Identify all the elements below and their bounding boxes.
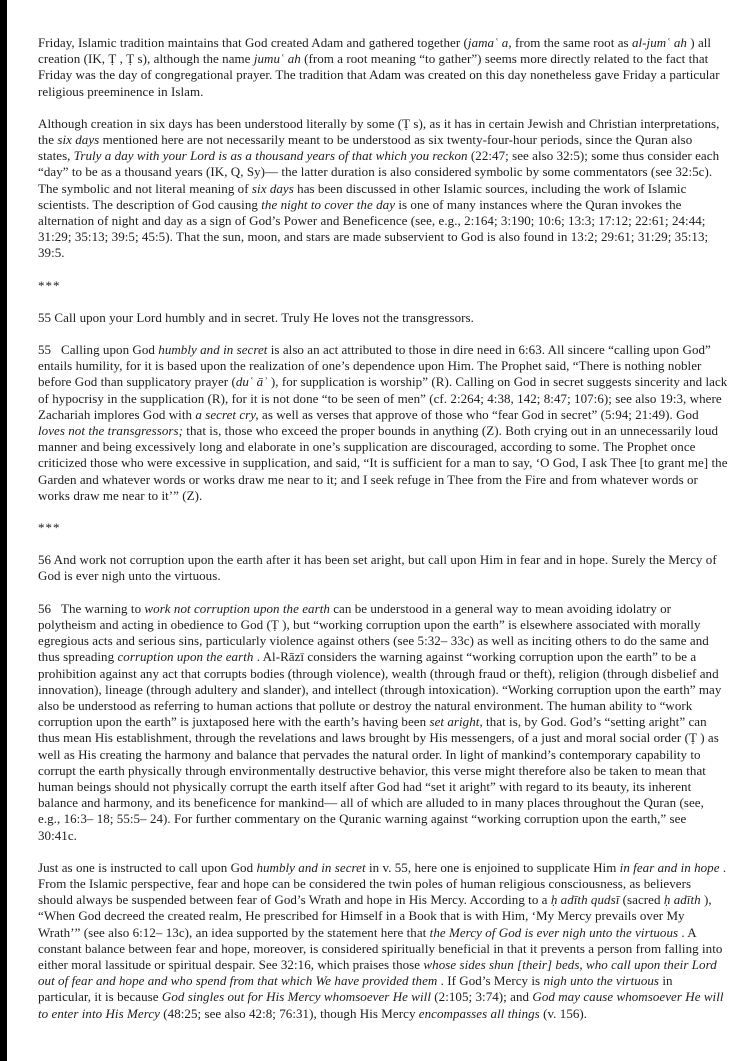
- commentary-paragraph: Although creation in six days has been understood literally by some (Ṭ s), as it has in certain Jewish and Christian interpretations, the six days mentioned here are not necessarily meant to be understood as six twenty-four-hour periods, since the Quran also states, Truly a day with your Lord is as a thousand years of that which you reckon (22:47; see also 32:5); some thus consider each “day” to be as a thousand years (IK, Q, Sy)— the latter duration is also considered symbolic by some commentators (see 32:5c). The symbolic and not literal meaning of six days has been discussed in other Islamic sources, including the work of Islamic scientists. The description of God causing the night to cover the day is one of many instances where the Quran invokes the alternation of night and day as a sign of God’s Power and Beneficence (see, e.g., 2:164; 3:190; 10:6; 13:3; 17:12; 22:61; 24:44; 31:29; 35:13; 39:5; 45:5). That the sun, moon, and stars are made subservient to God is also found in 13:2; 29:61; 31:29; 35:13; 39:5.: [38, 115, 720, 261]
- commentary-paragraph: Just as one is instructed to call upon God humbly and in secret in v. 55, here one is enjoined to supplicate Him in fear and in hope . From the Islamic perspective, fear and hope can be considered the twin poles of human religious consciousness, as believers should always be suspended between fear of God’s Wrath and hope in His Mercy. According to a ḥ adīth qudsī (sacred ḥ adīth ), “When God decreed the created realm, He prescribed for Himself in a Book that is with Him, ‘My Mercy prevails over My Wrath’” (see also 6:12– 13c), an idea supported by the statement here that the Mercy of God is ever nigh unto the virtuous . A constant balance between fear and hope, moreover, is considered spiritually beneficial in that it prevents a person from falling into either moral lassitude or spiritual despair. See 32:16, which praises those whose sides shun [their] beds, who call upon their Lord out of fear and hope and who spend from that which We have provided them . If God’s Mercy is nigh unto the virtuous in particular, it is because God singles out for His Mercy whomsoever He will (2:105; 3:74); and God may cause whomsoever He will to enter into His Mercy (48:25; see also 42:8; 76:31), though His Mercy encompasses all things (v. 156).: [38, 859, 727, 1021]
- commentary-paragraph: Friday, Islamic tradition maintains that God created Adam and gathered together (jamaʿ a, from the same root as al-jumʿ ah ) all creation (IK, Ṭ , Ṭ s), although the name jumuʿ ah (from a root meaning “to gather”) seems more directly related to the fact that Friday was the day of congregational prayer. The tradition that Adam was created on this day nonetheless gave Friday a particular religious preeminence in Islam.: [38, 35, 720, 99]
- commentary-paragraph: 56 The warning to work not corruption upon the earth can be understood in a general way to mean avoiding idolatry or polytheism and acting in obedience to God (Ṭ ), but “working corruption upon the earth” is elsewhere associated with morally egregious acts and serious sins, particularly violence against others (see 5:32– 33c) as well as inciting others to do the same and thus spreading corruption upon the earth . Al-Rāzī considers the warning against “working corruption upon the earth” to be a prohibition against any act that corrupts bodies (through violence), wealth (through fraud or theft), religion (through disbelief and innovation), lineage (through adultery and slander), and intellect (through intoxication). “Working corruption upon the earth” may also be understood as referring to human actions that pollute or destroy the natural environment. The human ability to “work corruption upon the earth” is juxtaposed here with the earth’s having been set aright, that is, by God. God’s “setting aright” can thus mean His establishment, through the revelations and laws brought by His messengers, of a just and moral social order (Ṭ ) as well as His creating the harmony and balance that pervades the natural order. In light of mankind’s contemporary capability to corrupt the earth physically through environmentally destructive behavior, this verse might therefore also be taken to mean that human beings should not physically corrupt the earth itself after God had “set it aright” with regard to its beauty, its inherent balance and harmony, and its beneficence for mankind— all of which are alluded to in many places throughout the Quran (see, e.g., 16:3– 18; 55:5– 24). For further commentary on the Quranic warning against “working corruption upon the earth,” see 30:41c.: [38, 600, 722, 843]
- page-edge-bar: [0, 0, 7, 1061]
- section-separator: ***: [38, 277, 61, 293]
- section-separator: ***: [38, 520, 61, 536]
- text-column: [38, 35, 728, 1038]
- verse-text: 56 And work not corruption upon the earth after it has been set aright, but call upon Him in fear and in hope. Surely the Mercy of God is ever nigh unto the virtuous.: [38, 552, 717, 584]
- commentary-paragraph: 55 Calling upon God humbly and in secret is also an act attributed to those in dire need in 6:63. All sincere “calling upon God” entails humility, for it is based upon the realization of one’s dependence upon Him. The Prophet said, “There is nothing nobler before God than supplicatory prayer (duʿ āʾ ), for supplication is worship” (R). Calling on God in secret suggests sincerity and lack of hypocrisy in the supplication (R), for it is not done “to be seen of men” (cf. 2:264; 4:38, 142; 8:47; 107:6); see also 19:3, where Zachariah implores God with a secret cry, as well as verses that approve of those who “fear God in secret” (5:94; 21:49). God loves not the transgressors; that is, those who exceed the proper bounds in anything (Z). Both crying out in an unnecessarily loud manner and being excessively long and elaborate in one’s supplication are discouraged, according to some. The Prophet once criticized those who were excessive in supplication, and said, “It is sufficient for a man to say, ‘O God, I ask Thee [to grant me] the Garden and whatever words or works draw me near to it; and I seek refuge in Thee from the Fire and from whatever words or works draw me near to it’” (Z).: [38, 342, 728, 503]
- verse-text: 55 Call upon your Lord humbly and in secret. Truly He loves not the transgressors.: [38, 309, 474, 325]
